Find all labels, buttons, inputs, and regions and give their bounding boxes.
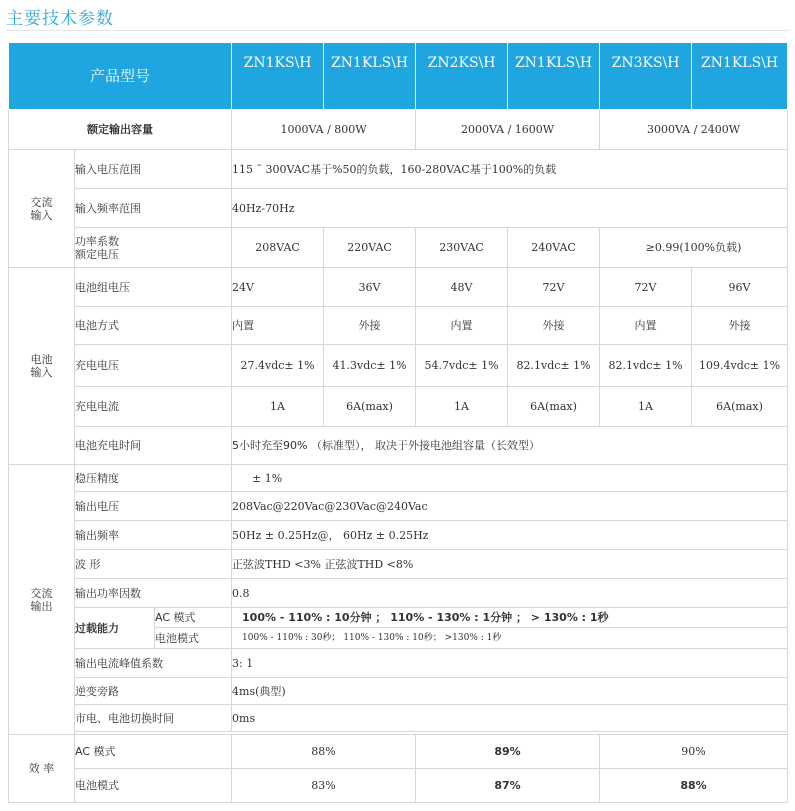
capacity-value-2: 2000VA / 1600W [416, 110, 600, 150]
battery-voltage-1: 24V [232, 268, 324, 307]
transfer-time-label: 市电、电池切换时间 [75, 705, 232, 732]
charge-voltage-row [9, 345, 788, 387]
charge-voltage-label: 充电电压 [75, 345, 232, 387]
input-frequency-label: 输入频率范围 [75, 189, 232, 228]
regulation-label: 稳压精度 [75, 465, 232, 492]
efficiency-battery-3: 88% [600, 769, 788, 803]
charge-current-4: 6A(max) [508, 387, 600, 427]
battery-voltage-3: 48V [416, 268, 508, 307]
crest-factor-row [9, 649, 788, 678]
pf-value-1: 208VAC [232, 228, 324, 268]
charge-current-2: 6A(max) [324, 387, 416, 427]
model-2: ZN1KLS\H [324, 43, 416, 110]
overload-battery-value: 100% - 110% : 30秒； 110% - 130% : 10秒； >130% : 1秒 [232, 628, 788, 649]
overload-label: 过载能力 [75, 608, 155, 649]
battery-voltage-label: 电池组电压 [75, 268, 232, 307]
capacity-value-1: 1000VA / 800W [232, 110, 416, 150]
battery-mode-5: 内置 [600, 307, 692, 345]
output-pf-label: 输出功率因数 [75, 579, 232, 608]
charge-voltage-1: 27.4vdc± 1% [232, 345, 324, 387]
charge-time-row [9, 427, 788, 465]
power-factor-label [75, 228, 232, 268]
efficiency-ac-1: 88% [232, 735, 416, 769]
input-frequency-row [9, 189, 788, 228]
waveform-label: 波 形 [75, 550, 232, 579]
model-4: ZN1KLS\H [508, 43, 600, 110]
efficiency-battery-1: 83% [232, 769, 416, 803]
charge-current-3: 1A [416, 387, 508, 427]
power-factor-row [9, 228, 788, 268]
bypass-label: 逆变旁路 [75, 678, 232, 705]
battery-voltage-6: 96V [692, 268, 788, 307]
ac-output-category: 交流输出 [9, 465, 75, 735]
battery-mode-3: 内置 [416, 307, 508, 345]
input-voltage-row [9, 150, 788, 189]
battery-voltage-row [9, 268, 788, 307]
charge-time-value: 5小时充至90% （标准型）， 取决于外接电池组容量（长效型） [232, 427, 788, 465]
output-pf-value: 0.8 [232, 579, 788, 608]
pf-value-3: 230VAC [416, 228, 508, 268]
input-voltage-value: 115 ¯ 300VAC基于%50的负载，160-280VAC基于100%的负载 [232, 150, 788, 189]
header-row [9, 43, 788, 110]
overload-ac-value: 100% - 110% : 10分钟 ； 110% - 130% : 1分钟 ； > 130% : 1秒 [232, 608, 788, 628]
model-5: ZN3KS\H [600, 43, 692, 110]
power-factor-label-1: 功率系数 [75, 234, 119, 248]
transfer-time-value: 0ms [232, 705, 788, 732]
battery-voltage-4: 72V [508, 268, 600, 307]
transfer-time-row [9, 705, 788, 732]
charge-voltage-6: 109.4vdc± 1% [692, 345, 788, 387]
product-model-label: 产品型号 [9, 43, 232, 110]
efficiency-battery-label: 电池模式 [75, 769, 232, 803]
capacity-label: 额定输出容量 [9, 110, 232, 150]
spec-table [8, 42, 788, 803]
battery-mode-2: 外接 [324, 307, 416, 345]
charge-voltage-2: 41.3vdc± 1% [324, 345, 416, 387]
efficiency-battery-row [9, 769, 788, 803]
page-title: 主要技术参数 [6, 9, 114, 29]
waveform-value: 正弦波THD <3% 正弦波THD <8% [232, 550, 788, 579]
output-voltage-row [9, 492, 788, 521]
bypass-value: 4ms(典型) [232, 678, 788, 705]
battery-mode-1: 内置 [232, 307, 324, 345]
charge-voltage-5: 82.1vdc± 1% [600, 345, 692, 387]
model-1: ZN1KS\H [232, 43, 324, 110]
capacity-row [9, 110, 788, 150]
power-factor-label-2: 额定电压 [75, 247, 119, 261]
crest-factor-value: 3: 1 [232, 649, 788, 678]
output-frequency-label: 输出频率 [75, 521, 232, 550]
model-3: ZN2KS\H [416, 43, 508, 110]
model-6: ZN1KLS\H [692, 43, 788, 110]
overload-ac-row [9, 608, 788, 628]
input-voltage-label: 输入电压范围 [75, 150, 232, 189]
charge-current-label: 充电电流 [75, 387, 232, 427]
regulation-row [9, 465, 788, 492]
charge-current-5: 1A [600, 387, 692, 427]
regulation-value: ± 1% [232, 465, 788, 492]
battery-mode-6: 外接 [692, 307, 788, 345]
pf-value-5: ≥0.99(100%负载) [600, 228, 788, 268]
efficiency-battery-2: 87% [416, 769, 600, 803]
output-frequency-row [9, 521, 788, 550]
overload-battery-label: 电池模式 [155, 628, 232, 649]
efficiency-ac-label: AC 模式 [75, 735, 232, 769]
capacity-value-3: 3000VA / 2400W [600, 110, 788, 150]
efficiency-ac-3: 90% [600, 735, 788, 769]
pf-value-4: 240VAC [508, 228, 600, 268]
efficiency-ac-row [9, 735, 788, 769]
bypass-row [9, 678, 788, 705]
battery-input-category: 电池输入 [9, 268, 75, 465]
charge-current-6: 6A(max) [692, 387, 788, 427]
pf-value-2: 220VAC [324, 228, 416, 268]
efficiency-category: 效 率 [9, 735, 75, 803]
input-frequency-value: 40Hz-70Hz [232, 189, 788, 228]
charge-voltage-4: 82.1vdc± 1% [508, 345, 600, 387]
battery-mode-row [9, 307, 788, 345]
battery-mode-4: 外接 [508, 307, 600, 345]
output-frequency-value: 50Hz ± 0.25Hz@， 60Hz ± 0.25Hz [232, 521, 788, 550]
waveform-row [9, 550, 788, 579]
charge-time-label: 电池充电时间 [75, 427, 232, 465]
crest-factor-label: 输出电流峰值系数 [75, 649, 232, 678]
battery-voltage-2: 36V [324, 268, 416, 307]
title-divider [6, 30, 789, 31]
overload-ac-label: AC 模式 [155, 608, 232, 628]
charge-voltage-3: 54.7vdc± 1% [416, 345, 508, 387]
charge-current-row [9, 387, 788, 427]
output-voltage-label: 输出电压 [75, 492, 232, 521]
output-voltage-value: 208Vac@220Vac@230Vac@240Vac [232, 492, 788, 521]
battery-mode-label: 电池方式 [75, 307, 232, 345]
efficiency-ac-2: 89% [416, 735, 600, 769]
charge-current-1: 1A [232, 387, 324, 427]
battery-voltage-5: 72V [600, 268, 692, 307]
output-pf-row [9, 579, 788, 608]
ac-input-category: 交流输入 [9, 150, 75, 268]
